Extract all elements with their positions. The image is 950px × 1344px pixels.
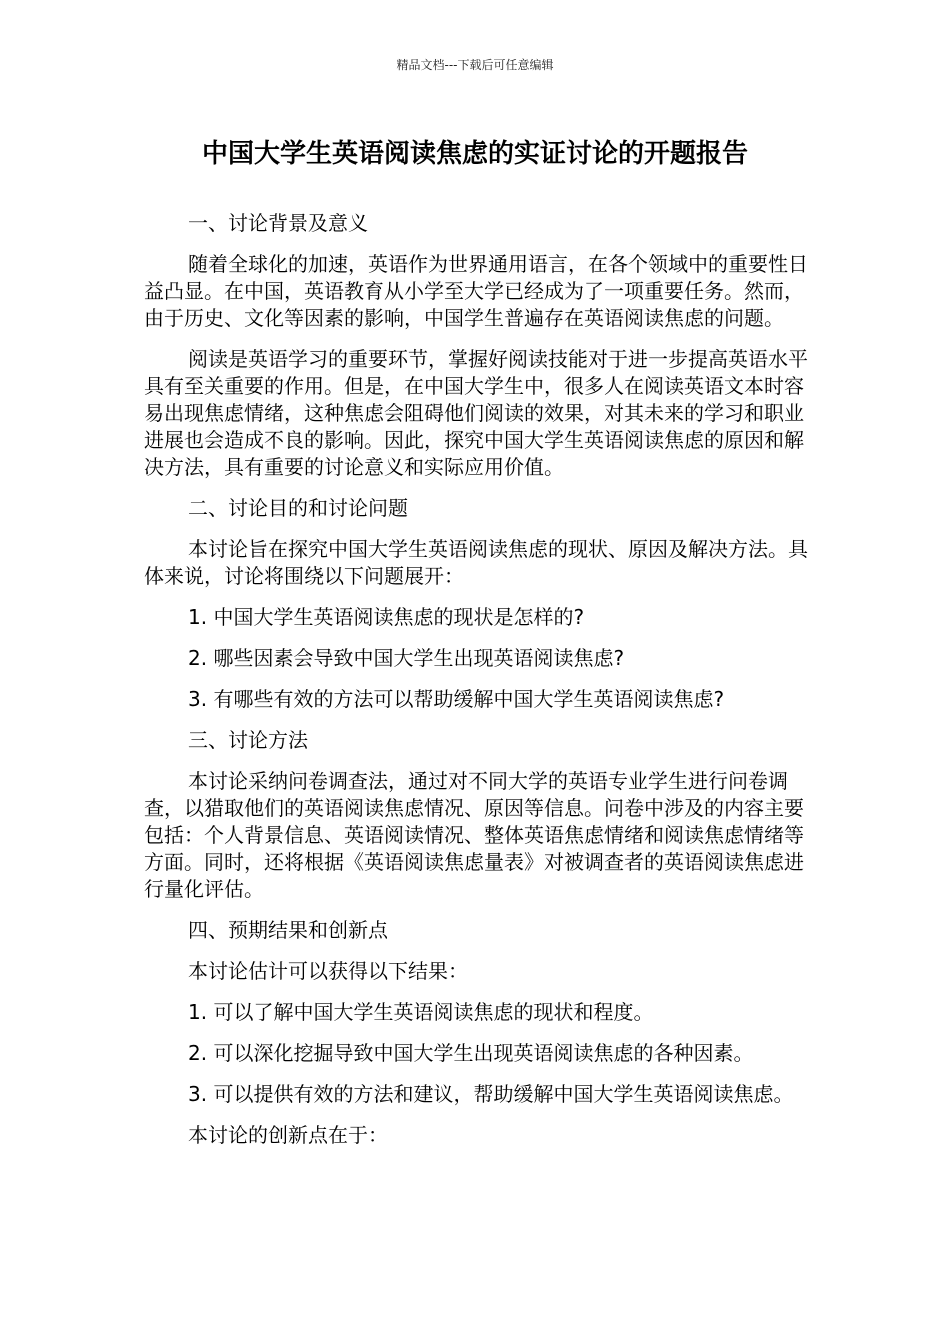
paragraph-objectives: 本讨论旨在探究中国大学生英语阅读焦虑的现状、原因及解决方法。具体来说，讨论将围绕以下问题展开： <box>144 537 808 588</box>
research-question-3: 3. 有哪些有效的方法可以帮助缓解中国大学生英语阅读焦虑? <box>188 687 725 711</box>
expected-result-1: 1. 可以了解中国大学生英语阅读焦虑的现状和程度。 <box>188 1000 654 1024</box>
section-heading-methods: 三、讨论方法 <box>188 728 308 752</box>
header-note: 精品文档---下载后可任意编辑 <box>396 58 554 72</box>
paragraph-methods: 本讨论采纳问卷调查法，通过对不同大学的英语专业学生进行问卷调查，以猎取他们的英语阅读焦虑情况、原因等信息。问卷中涉及的内容主要包括：个人背景信息、英语阅读情况、整体英语焦虑情绪和阅读焦虑情绪等方面。同时，还将根据《英语阅读焦虑量表》对被调查者的英语阅读焦虑进行量化评估。 <box>144 769 804 901</box>
document-body <box>144 210 810 1163</box>
expected-result-2: 2. 可以深化挖掘导致中国大学生出现英语阅读焦虑的各种因素。 <box>188 1041 754 1065</box>
document-title: 中国大学生英语阅读焦虑的实证讨论的开题报告 <box>201 139 748 169</box>
section-heading-background: 一、讨论背景及意义 <box>188 211 368 235</box>
paragraph-innovation-intro: 本讨论的创新点在于： <box>188 1123 388 1147</box>
section-heading-results: 四、预期结果和创新点 <box>188 918 388 942</box>
paragraph-background-2: 阅读是英语学习的重要环节，掌握好阅读技能对于进一步提高英语水平具有至关重要的作用。但是，在中国大学生中，很多人在阅读英语文本时容易出现焦虑情绪，这种焦虑会阻碍他们阅读的效果，对其未来的学习和职业进展也会造成不良的影响。因此，探究中国大学生英语阅读焦虑的原因和解决方法，具有重要的讨论意义和实际应用价值。 <box>144 347 808 479</box>
paragraph-results-intro: 本讨论估计可以获得以下结果： <box>188 959 468 983</box>
expected-result-3: 3. 可以提供有效的方法和建议，帮助缓解中国大学生英语阅读焦虑。 <box>188 1082 794 1106</box>
research-question-1: 1. 中国大学生英语阅读焦虑的现状是怎样的? <box>188 605 585 629</box>
research-question-2: 2. 哪些因素会导致中国大学生出现英语阅读焦虑? <box>188 646 625 670</box>
section-heading-objectives: 二、讨论目的和讨论问题 <box>188 496 408 520</box>
paragraph-background-1: 随着全球化的加速，英语作为世界通用语言，在各个领域中的重要性日益凸显。在中国，英语教育从小学至大学已经成为了一项重要任务。然而，由于历史、文化等因素的影响，中国学生普遍存在英语阅读焦虑的问题。 <box>144 252 808 330</box>
